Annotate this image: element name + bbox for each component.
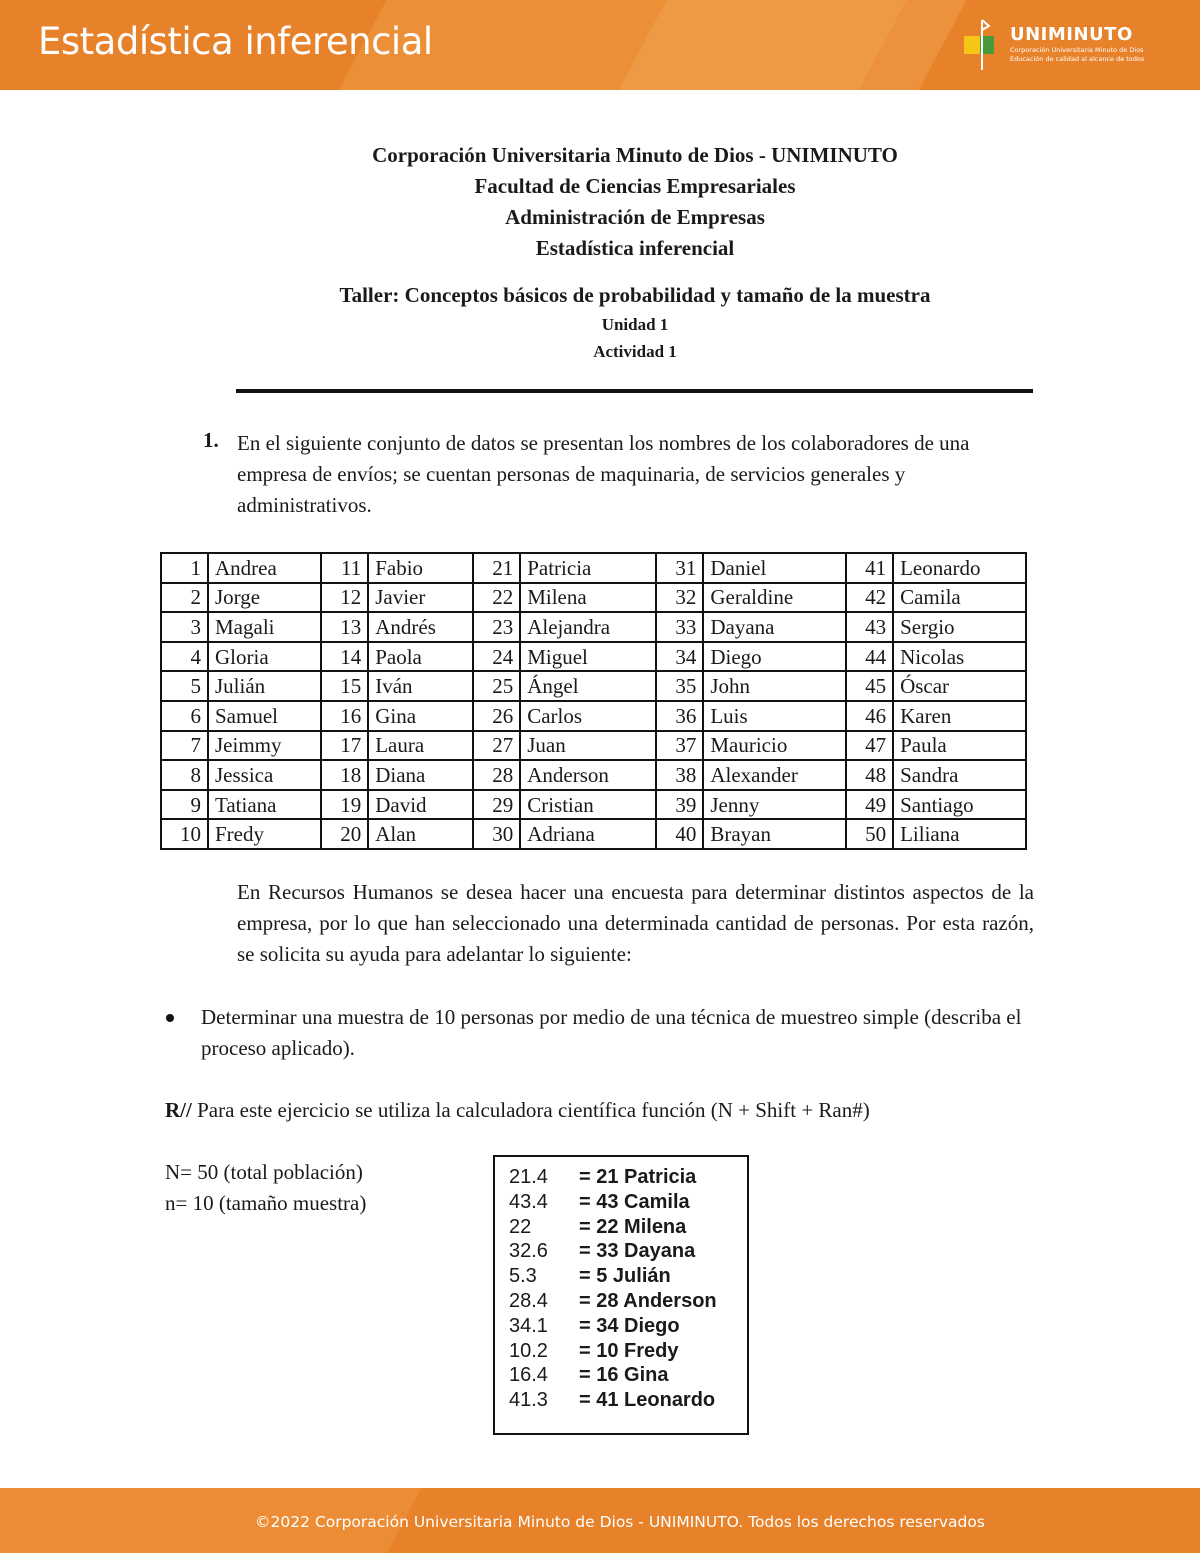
- activity-title: Actividad 1: [593, 342, 677, 361]
- collaborator-name: Juan: [520, 731, 656, 761]
- result-row: [509, 1239, 747, 1264]
- task-bullet: Determinar una muestra de 10 personas por medio de una técnica de muestreo simple (describa el proceso aplicado).: [201, 1005, 1022, 1060]
- footer-copyright: ©2022 Corporación Universitaria Minuto de Dios - UNIMINUTO. Todos los derechos reservados: [255, 1513, 985, 1531]
- uniminuto-logo-icon: [962, 18, 1002, 72]
- uniminuto-logo: [962, 18, 1162, 72]
- collaborator-name: Cristian: [520, 790, 656, 820]
- table-row: [161, 701, 1026, 731]
- selected-person: = 10 Fredy: [579, 1339, 679, 1362]
- collaborator-name: Iván: [368, 671, 473, 701]
- collaborator-name: Jessica: [208, 760, 321, 790]
- collaborator-number: 44: [846, 642, 893, 672]
- collaborator-number: 2: [161, 583, 208, 613]
- collaborator-name: Jorge: [208, 583, 321, 613]
- collaborator-number: 22: [473, 583, 520, 613]
- collaborator-name: Nicolas: [893, 642, 1026, 672]
- collaborator-number: 33: [656, 612, 703, 642]
- collaborator-number: 3: [161, 612, 208, 642]
- collaborator-name: Diana: [368, 760, 473, 790]
- collaborator-number: 49: [846, 790, 893, 820]
- random-value: 41.3: [509, 1389, 548, 1412]
- collaborator-name: Gloria: [208, 642, 321, 672]
- selected-person: = 33 Dayana: [579, 1240, 696, 1263]
- result-row: [509, 1215, 747, 1240]
- selected-person: = 28 Anderson: [579, 1289, 717, 1312]
- collaborator-name: Tatiana: [208, 790, 321, 820]
- collaborator-number: 42: [846, 583, 893, 613]
- faculty-title: Facultad de Ciencias Empresariales: [474, 174, 796, 198]
- bullet-icon: [166, 1014, 174, 1022]
- collaborator-name: Julián: [208, 671, 321, 701]
- selected-person: = 34 Diego: [579, 1314, 680, 1337]
- random-value: 10.2: [509, 1339, 548, 1362]
- collaborator-number: 25: [473, 671, 520, 701]
- collaborator-number: 39: [656, 790, 703, 820]
- header-title: Estadística inferencial: [38, 20, 433, 63]
- collaborator-name: Fredy: [208, 819, 321, 849]
- collaborator-number: 43: [846, 612, 893, 642]
- header-band: [0, 0, 1200, 90]
- collaborator-number: 12: [321, 583, 368, 613]
- question-text: En el siguiente conjunto de datos se presentan los nombres de los colaboradores de una empresa de envíos; se cuentan personas de maquinaria, de servicios generales y administrativos.: [237, 431, 970, 517]
- document-heading: [0, 140, 1200, 365]
- collaborator-number: 14: [321, 642, 368, 672]
- table-row: [161, 671, 1026, 701]
- collaborator-name: Óscar: [893, 671, 1026, 701]
- answer-prefix: R//: [165, 1098, 192, 1122]
- collaborator-name: Patricia: [520, 553, 656, 583]
- collaborator-name: Jeimmy: [208, 731, 321, 761]
- collaborator-name: Alejandra: [520, 612, 656, 642]
- selected-person: = 16 Gina: [579, 1364, 669, 1387]
- table-row: [161, 760, 1026, 790]
- collaborator-number: 29: [473, 790, 520, 820]
- collaborator-number: 40: [656, 819, 703, 849]
- workshop-title: Taller: Conceptos básicos de probabilidad y tamaño de la muestra: [339, 283, 931, 307]
- result-row: [509, 1363, 747, 1388]
- table-row: [161, 583, 1026, 613]
- program-title: Administración de Empresas: [505, 205, 765, 229]
- random-value: 43.4: [509, 1190, 548, 1213]
- collaborator-number: 6: [161, 701, 208, 731]
- collaborator-number: 32: [656, 583, 703, 613]
- selected-person: = 21 Patricia: [579, 1166, 697, 1188]
- collaborator-name: Santiago: [893, 790, 1026, 820]
- collaborator-name: Fabio: [368, 553, 473, 583]
- collaborator-name: David: [368, 790, 473, 820]
- collaborator-number: 34: [656, 642, 703, 672]
- random-value: 34.1: [509, 1314, 548, 1337]
- course-title: Estadística inferencial: [535, 236, 735, 260]
- collaborator-name: Javier: [368, 583, 473, 613]
- table-row: [161, 612, 1026, 642]
- collaborator-number: 47: [846, 731, 893, 761]
- collaborator-name: Ángel: [520, 671, 656, 701]
- collaborator-name: Samuel: [208, 701, 321, 731]
- collaborator-name: Liliana: [893, 819, 1026, 849]
- random-value: 21.4: [509, 1166, 548, 1188]
- collaborator-number: 11: [321, 553, 368, 583]
- random-value: 16.4: [509, 1364, 548, 1387]
- collaborator-number: 48: [846, 760, 893, 790]
- collaborator-name: Brayan: [703, 819, 846, 849]
- collaborator-number: 20: [321, 819, 368, 849]
- collaborator-name: Diego: [703, 642, 846, 672]
- collaborator-number: 37: [656, 731, 703, 761]
- random-value: 28.4: [509, 1289, 548, 1312]
- collaborator-name: Milena: [520, 583, 656, 613]
- answer-text: Para este ejercicio se utiliza la calculadora científica función (N + Shift + Ran#): [191, 1098, 870, 1122]
- collaborator-number: 50: [846, 819, 893, 849]
- collaborator-number: 45: [846, 671, 893, 701]
- collaborator-name: Leonardo: [893, 553, 1026, 583]
- table-row: [161, 819, 1026, 849]
- collaborator-number: 26: [473, 701, 520, 731]
- collaborator-number: 28: [473, 760, 520, 790]
- result-row: [509, 1264, 747, 1289]
- collaborator-number: 16: [321, 701, 368, 731]
- selected-person: = 5 Julián: [579, 1265, 671, 1288]
- table-row: [161, 731, 1026, 761]
- collaborator-name: Andrés: [368, 612, 473, 642]
- logo-tagline: Educación de calidad al alcance de todos: [1010, 55, 1145, 63]
- collaborator-number: 27: [473, 731, 520, 761]
- collaborator-number: 41: [846, 553, 893, 583]
- collaborator-number: 46: [846, 701, 893, 731]
- table-row: [161, 553, 1026, 583]
- logo-subtitle: Corporación Universitaria Minuto de Dios: [1010, 46, 1144, 54]
- collaborator-name: Mauricio: [703, 731, 846, 761]
- collaborator-name: Adriana: [520, 819, 656, 849]
- collaborator-name: Daniel: [703, 553, 846, 583]
- collaborator-number: 21: [473, 553, 520, 583]
- random-value: 5.3: [509, 1265, 537, 1288]
- collaborator-number: 7: [161, 731, 208, 761]
- collaborator-number: 10: [161, 819, 208, 849]
- collaborator-name: Alan: [368, 819, 473, 849]
- institution-title: Corporación Universitaria Minuto de Dios - UNIMINUTO: [372, 143, 898, 167]
- result-row: [509, 1339, 747, 1364]
- collaborator-number: 4: [161, 642, 208, 672]
- collaborator-name: Paula: [893, 731, 1026, 761]
- collaborator-name: John: [703, 671, 846, 701]
- sample-size: n= 10 (tamaño muestra): [165, 1191, 367, 1215]
- result-row: [509, 1289, 747, 1314]
- logo-name: UNIMINUTO: [1010, 24, 1133, 45]
- collaborator-name: Laura: [368, 731, 473, 761]
- unit-title: Unidad 1: [601, 315, 669, 334]
- collaborator-name: Alexander: [703, 760, 846, 790]
- random-value: 32.6: [509, 1240, 548, 1263]
- collaborator-number: 31: [656, 553, 703, 583]
- collaborator-name: Jenny: [703, 790, 846, 820]
- collaborator-name: Magali: [208, 612, 321, 642]
- collaborator-number: 36: [656, 701, 703, 731]
- collaborator-number: 15: [321, 671, 368, 701]
- collaborator-name: Sandra: [893, 760, 1026, 790]
- collaborator-name: Miguel: [520, 642, 656, 672]
- collaborator-number: 19: [321, 790, 368, 820]
- collaborator-name: Karen: [893, 701, 1026, 731]
- collaborator-number: 38: [656, 760, 703, 790]
- collaborator-name: Gina: [368, 701, 473, 731]
- collaborator-name: Dayana: [703, 612, 846, 642]
- collaborator-number: 35: [656, 671, 703, 701]
- collaborator-number: 23: [473, 612, 520, 642]
- collaborator-name: Andrea: [208, 553, 321, 583]
- collaborator-number: 30: [473, 819, 520, 849]
- selected-person: = 22 Milena: [579, 1215, 687, 1238]
- heading-divider: [236, 389, 1033, 393]
- selected-person: = 41 Leonardo: [579, 1389, 716, 1412]
- answer-line: [165, 1095, 870, 1126]
- question-number: 1.: [203, 428, 219, 452]
- collaborator-name: Luis: [703, 701, 846, 731]
- random-results-list: [509, 1165, 747, 1413]
- footer-band: [0, 1488, 1200, 1553]
- collaborator-number: 8: [161, 760, 208, 790]
- random-value: 22: [509, 1215, 532, 1238]
- result-row: [509, 1314, 747, 1339]
- selected-person: = 43 Camila: [579, 1190, 690, 1213]
- collaborator-name: Camila: [893, 583, 1026, 613]
- collaborator-number: 24: [473, 642, 520, 672]
- random-results-box: [493, 1155, 749, 1435]
- result-row: [509, 1388, 747, 1413]
- collaborators-table-body: [161, 553, 1026, 849]
- collaborator-name: Anderson: [520, 760, 656, 790]
- instructions-paragraph: En Recursos Humanos se desea hacer una encuesta para determinar distintos aspectos de la empresa, por lo que han seleccionado una determinada cantidad de personas. Por esta razón, se solicita su ayuda para adelantar lo siguiente:: [237, 880, 1034, 966]
- collaborator-number: 18: [321, 760, 368, 790]
- collaborator-number: 9: [161, 790, 208, 820]
- result-row: [509, 1165, 747, 1190]
- population-info: [165, 1157, 366, 1219]
- collaborator-number: 17: [321, 731, 368, 761]
- result-row: [509, 1190, 747, 1215]
- table-row: [161, 642, 1026, 672]
- table-row: [161, 790, 1026, 820]
- collaborator-name: Paola: [368, 642, 473, 672]
- collaborator-number: 13: [321, 612, 368, 642]
- collaborator-name: Carlos: [520, 701, 656, 731]
- collaborator-name: Geraldine: [703, 583, 846, 613]
- collaborator-number: 5: [161, 671, 208, 701]
- population-size: N= 50 (total población): [165, 1160, 363, 1184]
- collaborators-table: [160, 552, 1027, 850]
- collaborator-number: 1: [161, 553, 208, 583]
- collaborator-name: Sergio: [893, 612, 1026, 642]
